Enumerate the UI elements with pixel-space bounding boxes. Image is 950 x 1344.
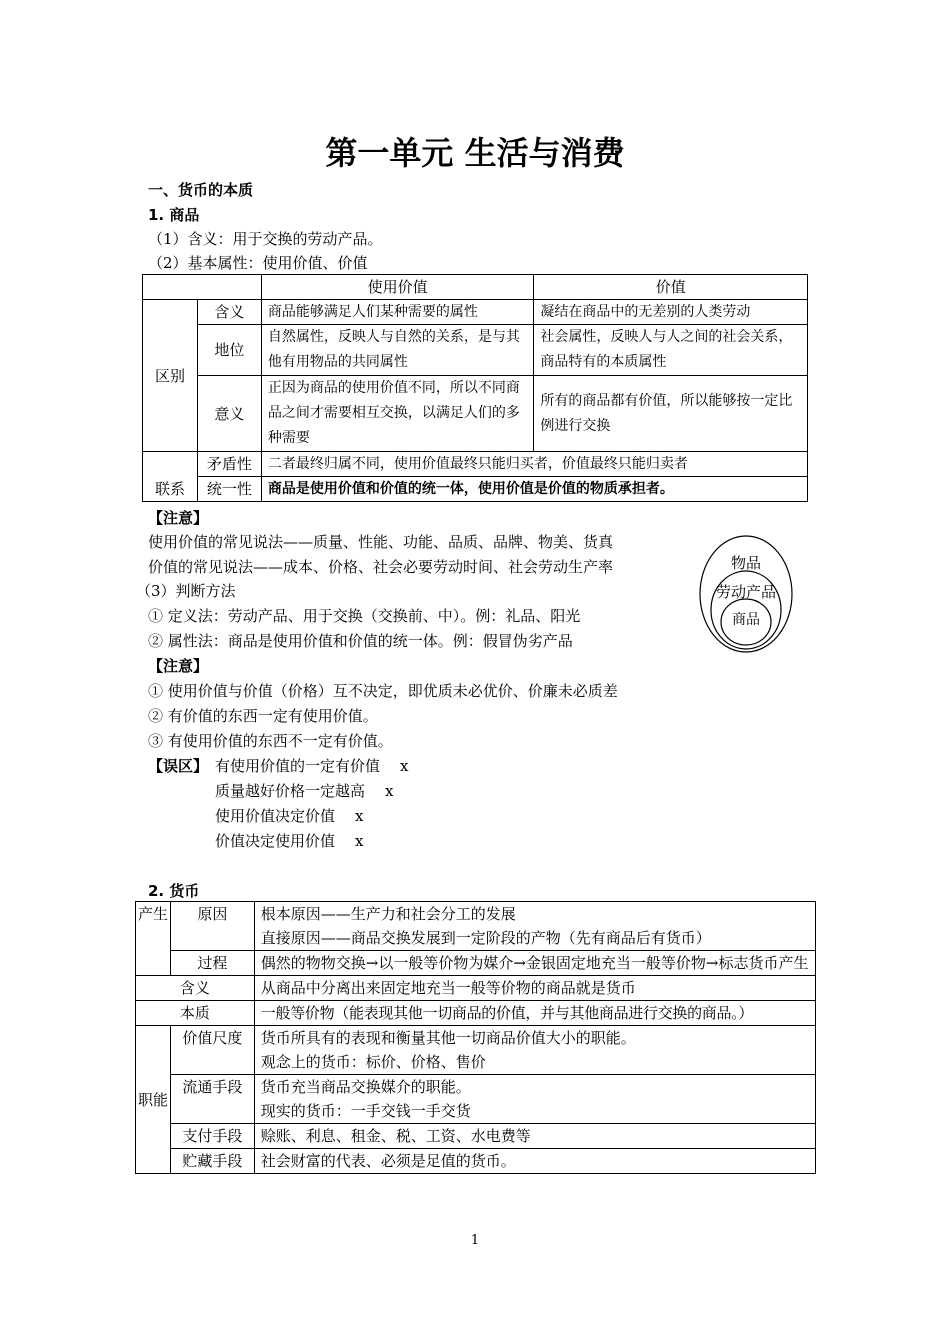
contradiction-text: 二者最终归属不同，使用价值最终只能归买者，价值最终只能归卖者: [261, 452, 807, 477]
label-labor-products: 劳动产品: [715, 583, 776, 601]
commodity-attributes: （2）基本属性：使用价值、价值: [148, 254, 368, 272]
label-commodity: 商品: [732, 612, 760, 628]
use-value-value-table: [142, 274, 808, 502]
row-label-significance: 意义: [197, 376, 261, 452]
note-item-2: ② 有价值的东西一定有使用价值。: [148, 707, 378, 725]
section-heading-1: 一、货币的本质: [148, 181, 254, 199]
unity-text: 商品是使用价值和价值的统一体，使用价值是价值的物质承担者。: [261, 477, 807, 502]
row-label-process: 过程: [171, 951, 255, 976]
row-label-currency-meaning: 含义: [136, 976, 255, 1001]
subsection-heading-currency: 2. 货币: [148, 882, 200, 900]
page-number: 1: [470, 1233, 480, 1248]
header-use-value: 使用价值: [261, 275, 534, 300]
cause-text: 根本原因——生产力和社会分工的发展 直接原因——商品交换发展到一定阶段的产物（先有商品后有货币）: [254, 902, 815, 951]
value-significance: 所有的商品都有价值，所以能够按一定比例进行交换: [534, 376, 808, 452]
function-payment: 支付手段: [171, 1124, 255, 1149]
row-label-cause: 原因: [171, 902, 255, 951]
value-meaning: 凝结在商品中的无差别的人类劳动: [534, 300, 808, 325]
page-title: 第一单元 生活与消费: [325, 134, 625, 172]
function-storage: 贮藏手段: [171, 1149, 255, 1174]
payment-text: 赊账、利息、租金、税、工资、水电费等: [254, 1124, 815, 1149]
use-value-significance: 正因为商品的使用价值不同，所以不同商品之间才需要相互交换，以满足人们的多种需要: [261, 376, 534, 452]
value-measure-text: 货币所具有的表现和衡量其他一切商品价值大小的职能。 观念上的货币：标价、价格、售价: [254, 1026, 815, 1075]
use-value-meaning: 商品能够满足人们某种需要的属性: [261, 300, 534, 325]
function-value-measure: 价值尺度: [171, 1026, 255, 1075]
mistake-label: 【误区】: [148, 757, 209, 775]
note-value-sayings: 价值的常见说法——成本、价格、社会必要劳动时间、社会劳动生产率: [148, 558, 614, 576]
row-label-unity: 统一性: [197, 477, 261, 502]
nested-circles-diagram: [698, 534, 794, 654]
note-use-value-sayings: 使用价值的常见说法——质量、性能、功能、品质、品牌、物美、货真: [148, 533, 614, 551]
row-label-contradiction: 矛盾性: [197, 452, 261, 477]
currency-table: [135, 901, 816, 1174]
mistake-item: 质量越好价格一定越高 x: [215, 782, 394, 800]
row-group-difference: 区别: [143, 300, 198, 452]
row-label-essence: 本质: [136, 1001, 255, 1026]
function-circulation: 流通手段: [171, 1075, 255, 1124]
note-label-1: 【注意】: [148, 509, 209, 527]
subsection-heading-commodity: 1. 商品: [148, 206, 200, 224]
row-label-status: 地位: [197, 325, 261, 376]
judge-method-attribute: ② 属性法：商品是使用价值和价值的统一体。例：假冒伪劣产品: [148, 632, 573, 650]
storage-text: 社会财富的代表、必须是足值的货币。: [254, 1149, 815, 1174]
process-text: 偶然的物物交换→以一般等价物为媒介→金银固定地充当一般等价物→标志货币产生: [254, 951, 815, 976]
mistake-item: 价值决定使用价值 x: [215, 832, 364, 850]
commodity-meaning: （1）含义：用于交换的劳动产品。: [148, 230, 383, 248]
currency-meaning-text: 从商品中分离出来固定地充当一般等价物的商品就是货币: [254, 976, 815, 1001]
row-group-link: 联系: [143, 477, 198, 502]
note-item-3: ③ 有使用价值的东西不一定有价值。: [148, 732, 393, 750]
header-value: 价值: [534, 275, 808, 300]
row-group-origin: 产生: [136, 902, 171, 976]
circulation-text: 货币充当商品交换媒介的职能。 现实的货币：一手交钱一手交货: [254, 1075, 815, 1124]
link-empty-top: [143, 452, 198, 477]
row-group-function: 职能: [136, 1026, 171, 1174]
essence-text: 一般等价物（能表现其他一切商品的价值，并与其他商品进行交换的商品。）: [254, 1001, 815, 1026]
note-label-2: 【注意】: [148, 657, 209, 675]
judge-method-title: （3）判断方法: [136, 582, 236, 600]
judge-method-definition: ① 定义法：劳动产品、用于交换（交换前、中）。例：礼品、阳光: [148, 607, 581, 625]
label-goods: 物品: [730, 554, 761, 572]
row-label-meaning: 含义: [197, 300, 261, 325]
value-status: 社会属性，反映人与人之间的社会关系，商品特有的本质属性: [534, 325, 808, 376]
mistake-item: 有使用价值的一定有价值 x: [215, 757, 409, 775]
header-empty: [143, 275, 262, 300]
note-item-1: ① 使用价值与价值（价格）互不决定，即优质未必优价、价廉未必质差: [148, 682, 618, 700]
mistake-item: 使用价值决定价值 x: [215, 807, 364, 825]
use-value-status: 自然属性，反映人与自然的关系，是与其他有用物品的共同属性: [261, 325, 534, 376]
